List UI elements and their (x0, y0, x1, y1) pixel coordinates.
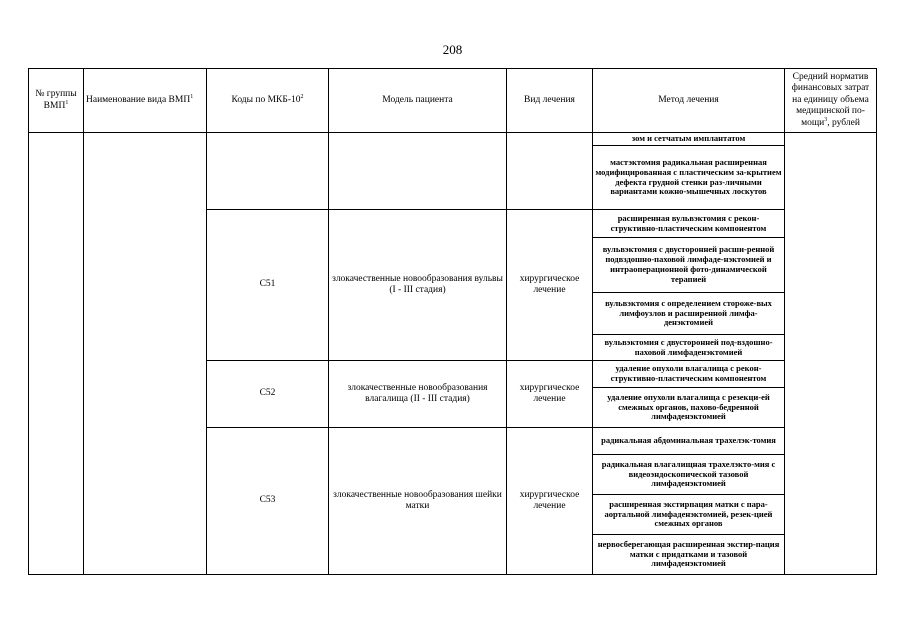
header-treatment-type: Вид лечения (507, 69, 593, 133)
vmp-name-cell (84, 133, 207, 575)
method-cell: расширенная экстирпация матки с пара-аортальной лимфаденэктомией, резек-цией смежных органов (593, 495, 785, 535)
icd-code-cell (207, 133, 329, 210)
treatment-type-cell: хирургическое лечение (507, 428, 593, 575)
page-number: 208 (442, 42, 463, 57)
header-row (29, 69, 877, 133)
treatment-type-cell: хирургическое лечение (507, 361, 593, 428)
method-cell: мастэктомия радикальная расширенная модифицированная с пластическим за-крытием дефекта грудной стенки раз-личными вариантами кожно-мышечных лоскутов (593, 146, 785, 210)
method-cell: расширенная вульвэктомия с рекон-структивно-пластическим компонентом (593, 210, 785, 238)
patient-model-cell (329, 133, 507, 210)
patient-model-cell: злокачественные новообразования шейки матки (329, 428, 507, 575)
method-cell: вульвэктомия с определением стороже-вых лимфоузлов и расширенной лимфа-денэктомией (593, 293, 785, 335)
vmp-table (28, 68, 877, 575)
patient-model-cell: злокачественные новообразования влагалища (II - III стадия) (329, 361, 507, 428)
method-cell: вульвэктомия с двусторонней под-вздошно-паховой лимфаденэктомией (593, 335, 785, 361)
method-cell: вульвэктомия с двусторонней расши-ренной подвздошно-паховой лимфаде-нэктомией и интраоперационной фото-динамической терапией (593, 238, 785, 293)
header-vmp-name: Наименование вида ВМП$^1$ (84, 69, 207, 133)
treatment-type-cell (507, 133, 593, 210)
method-cell: радикальная влагалищная трахелэкто-мия с видеоэндоскопической тазовой лимфаденэктомией (593, 455, 785, 495)
icd-code-cell: C51 (207, 210, 329, 361)
header-financial-norm: Средний норматив финансовых затрат на единицу объема медицинской по-мощи$^3$, рублей (785, 69, 877, 133)
method-cell: удаление опухоли влагалища с резекци-ей смежных органов, пахово-бедренной лимфаденэктомией (593, 388, 785, 428)
icd-code-cell: C52 (207, 361, 329, 428)
header-patient-model: Модель пациента (329, 69, 507, 133)
method-cell: удаление опухоли влагалища с рекон-структивно-пластическим компонентом (593, 361, 785, 388)
header-icd-codes: Коды по МКБ-$10^2$ (207, 69, 329, 133)
icd-code-cell: C53 (207, 428, 329, 575)
financial-norm-cell (785, 133, 877, 575)
method-cell: нервосберегающая расширенная экстир-пация матки с придатками и тазовой лимфаденэктомией (593, 535, 785, 575)
table-row (29, 133, 877, 146)
header-group-no: № группы ВМП$^1$ (29, 69, 84, 133)
treatment-type-cell: хирургическое лечение (507, 210, 593, 361)
header-method: Метод лечения (593, 69, 785, 133)
patient-model-cell: злокачественные новообразования вульвы (I - III стадия) (329, 210, 507, 361)
method-cell: радикальная абдоминальная трахелэк-томия (593, 428, 785, 455)
group-no-cell (29, 133, 84, 575)
method-cell: зом и сетчатым имплантатом (593, 133, 785, 146)
